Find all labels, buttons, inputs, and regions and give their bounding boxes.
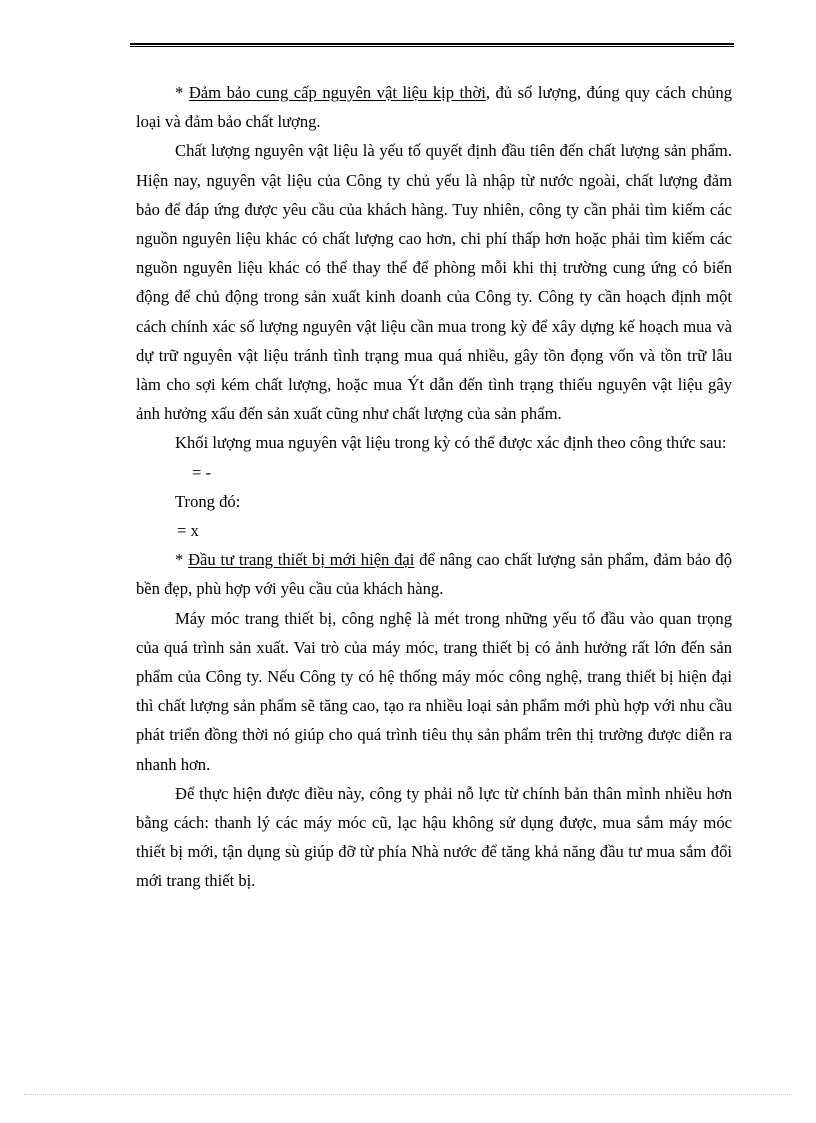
heading-underlined-text: Đảm bảo cung cấp nguyên vật liệu kịp thời (188, 83, 486, 102)
footer-rule (24, 1094, 792, 1095)
heading-underlined-text: Đầu tư trang thiết bị mới hiện đại (188, 550, 415, 570)
formula-definition: = x (177, 521, 199, 541)
bullet-marker: * (175, 550, 189, 570)
paragraph-material-quality: Chất lượng nguyên vật liệu là yếu tố quyết định đầu tiên đến chất lượng sản phẩm. Hiện nay, nguyên vật liệu của Công ty chủ yếu là nhập từ nước ngoài, chất lượng đảm bảo để đáp ứng được yêu cầu của khách hàng. Tuy nhiên, công ty cần phải tìm kiếm các nguồn nguyên liệu khác có chất lượng cao hơn, chi phí thấp hơn hoặc phải tìm kiếm các nguồn nguyên liệu khác có thể thay thế để phòng mỗi khi thị trường cung ứng có biến động để chủ động trong sản xuất kinh doanh của Công ty. Công ty cần hoạch định một cách chính xác số lượng nguyên vật liệu cần mua trong kỳ để xây dựng kế hoạch mua và dự trữ nguyên vật liệu tránh tình trạng mua quá nhiều, gây tồn đọng vốn và tồn trữ lâu làm cho sợi kém chất lượng, hoặc mua Ýt dẫn đến tình trạng thiếu nguyên vật liệu gây ảnh hưởng xấu đến sản xuất cũng như chất lượng của sản phẩm. (136, 141, 732, 424)
formula-purchase-volume: = - (192, 462, 212, 482)
paragraph-implementation: Để thực hiện được điều này, công ty phải nỗ lực từ chính bản thân mình nhiều hơn bằng cách: thanh lý các máy móc cũ, lạc hậu không sử dụng được, mua sắm máy móc thiết bị mới, tận dụng sù giúp đỡ từ phía Nhà nước để tăng khả năng đầu tư mua sắm đổi mới trang thiết bị. (136, 783, 732, 891)
section-heading-equipment (136, 545, 732, 603)
bullet-marker: * (175, 83, 189, 102)
paragraph-purchase-volume: Khối lượng mua nguyên vật liệu trong kỳ có thể được xác định theo công thức sau: (175, 433, 727, 453)
document-body (136, 78, 732, 896)
header-rule (130, 43, 734, 47)
section-heading-materials (136, 78, 732, 136)
heading-rest-text: để nâng cao chất lượng sản phẩm, đảm bảo độ bền đẹp, phù hợp với yêu cầu của khách hàng. (136, 550, 732, 599)
where-label: Trong đó: (175, 491, 241, 511)
paragraph-machinery-role: Máy móc trang thiết bị, công nghệ là mét trong những yếu tố đầu vào quan trọng của quá trình sản xuất. Vai trò của máy móc, trang thiết bị có ảnh hưởng rất lớn đến sản phẩm của Công ty. Nếu Công ty có hệ thống máy móc công nghệ, trang thiết bị hiện đại thì chất lượng sản phẩm sẽ tăng cao, tạo ra nhiều loại sản phẩm mới phù hợp với nhu cầu phát triển đồng thời nó giúp cho quá trình tiêu thụ sản phẩm trên thị trường được diễn ra nhanh hơn. (136, 608, 732, 774)
heading-rest-text: , đủ số lượng, đúng quy cách chủng loại và đảm bảo chất lượng. (136, 83, 733, 132)
